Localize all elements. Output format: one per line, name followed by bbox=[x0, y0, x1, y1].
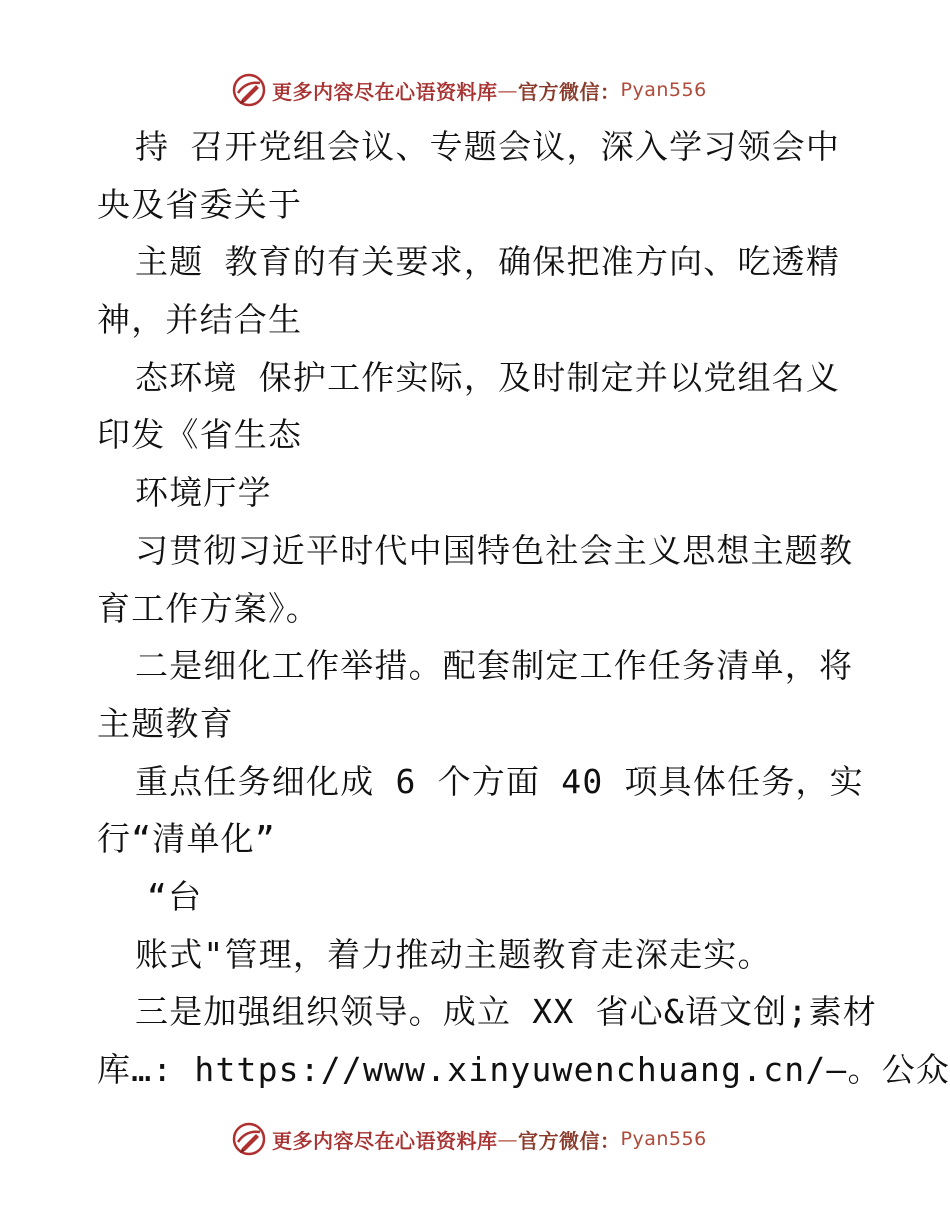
text-line: 习贯彻习近平时代中国特色社会主义思想主题教 bbox=[135, 530, 854, 570]
body-text bbox=[97, 118, 950, 1099]
text-line: 态环境 保护工作实际，及时制定并以党组名义 bbox=[135, 357, 841, 397]
text-line: 神，并结合生 bbox=[97, 300, 303, 340]
text-line: 环境厅学 bbox=[135, 473, 272, 513]
pen-logo-icon bbox=[232, 73, 266, 107]
text-line: 库…: https://www.xinyuwenchuang.cn/—。公众 bbox=[97, 1050, 950, 1089]
header-watermark-title: 更多内容尽在心语资料库 bbox=[272, 79, 498, 104]
text-line: 持 召开党组会议、专题会议，深入学习领会中 bbox=[135, 127, 841, 166]
header-watermark-dash: — bbox=[497, 78, 518, 102]
text-line: 三是加强组织领导。成立 XX 省心&语文创;素材 bbox=[135, 992, 878, 1032]
pen-logo-icon bbox=[232, 1122, 266, 1156]
text-line: 重点任务细化成 6 个方面 40 项具体任务，实 bbox=[135, 761, 864, 801]
text-line: 账式"管理，着力推动主题教育走深走实。 bbox=[135, 934, 772, 974]
footer-watermark bbox=[232, 1119, 707, 1159]
text-line: 印发《省生态 bbox=[97, 415, 303, 455]
header-watermark bbox=[232, 70, 707, 110]
header-watermark-wechat-label: 官方微信： bbox=[518, 79, 621, 104]
text-line: 行“清单化” bbox=[97, 819, 276, 859]
footer-watermark-wechat-id: Pyan556 bbox=[620, 1128, 707, 1150]
footer-watermark-wechat-label: 官方微信： bbox=[518, 1128, 621, 1153]
text-line: 主题教育 bbox=[97, 703, 234, 743]
text-line: 央及省委关于 bbox=[97, 184, 303, 224]
footer-watermark-dash: — bbox=[497, 1127, 518, 1151]
text-line: 主题 教育的有关要求，确保把准方向、吃透精 bbox=[135, 242, 841, 282]
text-line: “台 bbox=[147, 876, 203, 916]
text-line: 二是细化工作举措。配套制定工作任务清单，将 bbox=[135, 646, 854, 686]
footer-watermark-title: 更多内容尽在心语资料库 bbox=[272, 1128, 498, 1153]
header-watermark-wechat-id: Pyan556 bbox=[620, 79, 707, 101]
text-line: 育工作方案》。 bbox=[97, 588, 320, 628]
